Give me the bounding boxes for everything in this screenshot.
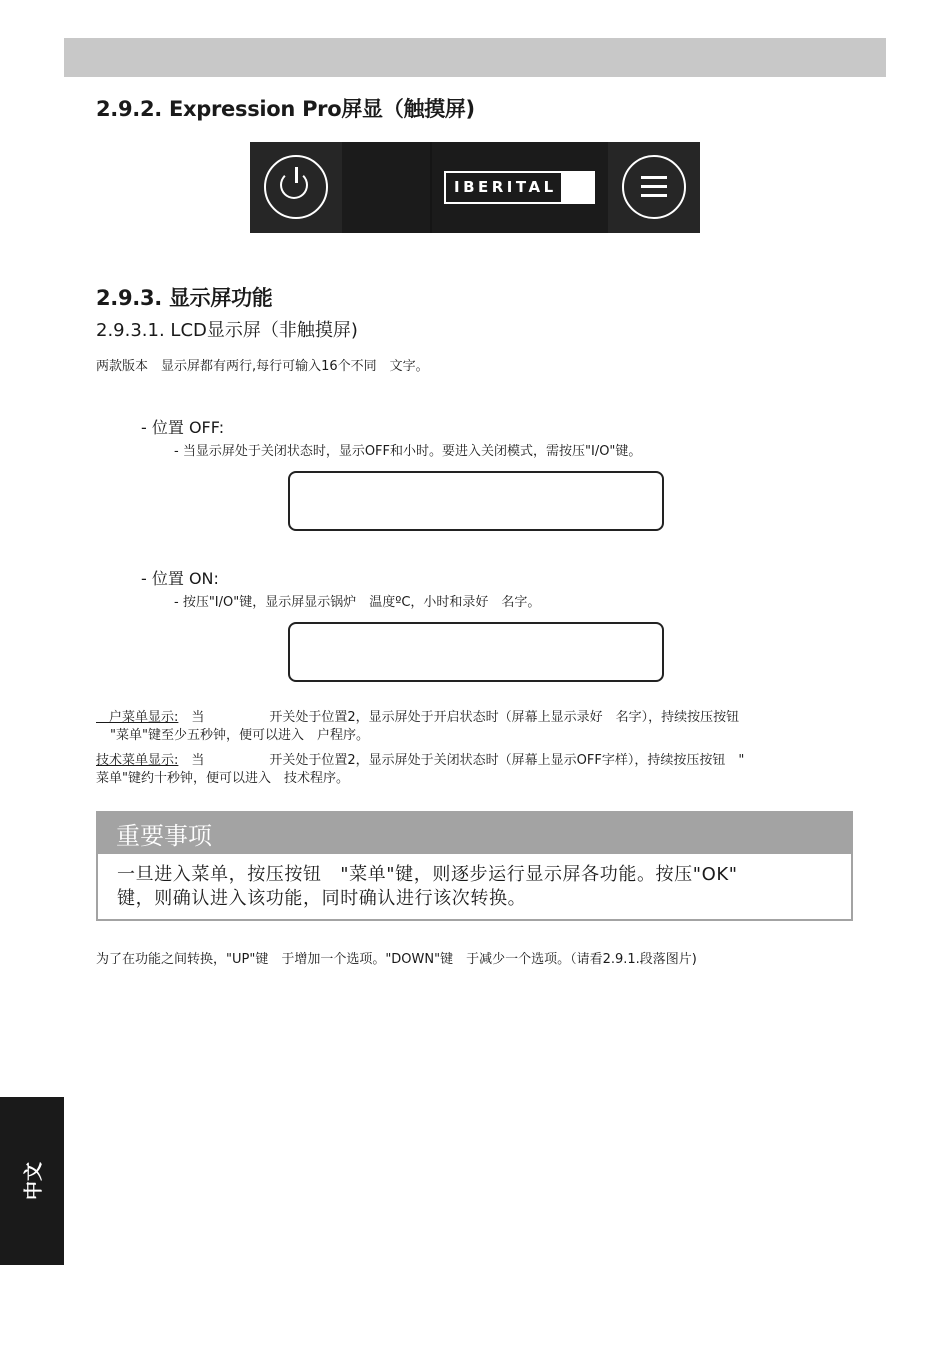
important-line1: 一旦进入菜单，按压按钮 "菜单"键，则逐步运行显示屏各功能。按压"OK" — [117, 864, 738, 885]
side-tab-label: 中文 — [22, 1161, 45, 1201]
menu-button[interactable] — [622, 155, 686, 219]
lcd-display-off — [288, 471, 664, 531]
user-menu-label: 户菜单显示: — [96, 710, 179, 725]
user-menu-line2: "菜单"键至少五秒钟，便可以进入 户程序。 — [110, 728, 369, 743]
important-line2: 键，则确认进入该功能，同时确认进行该次转换。 — [117, 888, 527, 909]
position-off-label: - 位置 OFF: — [141, 418, 225, 437]
intro-text: 两款版本 显示屏都有两行,每行可输入16个不同 文字。 — [96, 359, 429, 374]
language-side-tab — [0, 1097, 64, 1265]
important-header — [96, 811, 853, 854]
tech-menu-line1: 当 开关处于位置2，显示屏处于关闭状态时（屏幕上显示OFF字样），持续按压按钮 " — [178, 753, 745, 768]
position-on-label: - 位置 ON: — [141, 569, 219, 588]
important-title: 重要事项 — [116, 822, 212, 850]
footer-note: 为了在功能之间转换，"UP"键 于增加一个选项。"DOWN"键 于减少一个选项。（请看2.9.1.段落图片) — [96, 952, 697, 967]
position-on-desc: - 按压"I/O"键，显示屏显示锅炉 温度ºC，小时和录好 名字。 — [174, 595, 541, 610]
logo-text: IBERITAL — [454, 178, 557, 196]
logo-white-block — [561, 173, 593, 202]
tech-menu-label: 技术菜单显示: — [96, 753, 179, 768]
panel-divider — [430, 142, 432, 233]
tech-menu-note — [96, 752, 856, 788]
important-body — [96, 854, 853, 921]
lcd-display-on — [288, 622, 664, 682]
user-menu-note — [96, 709, 856, 745]
section-title-2-9-2: 2.9.2. Expression Pro屏显（触摸屏) — [96, 97, 475, 121]
tech-menu-line2: 菜单"键约十秒钟，便可以进入 技术程序。 — [96, 771, 349, 786]
section-title-2-9-3-1: 2.9.3.1. LCD显示屏（非触摸屏) — [96, 320, 358, 341]
section-title-2-9-3: 2.9.3. 显示屏功能 — [96, 286, 273, 310]
iberital-logo — [444, 171, 595, 204]
expression-pro-touch-panel — [250, 142, 700, 233]
position-off-desc: - 当显示屏处于关闭状态时，显示OFF和小时。要进入关闭模式，需按压"I/O"键。 — [174, 444, 642, 459]
header-bar — [64, 38, 886, 77]
user-menu-line1: 当 开关处于位置2，显示屏处于开启状态时（屏幕上显示录好 名字），持续按压按钮 — [178, 710, 740, 725]
power-button[interactable] — [264, 155, 328, 219]
